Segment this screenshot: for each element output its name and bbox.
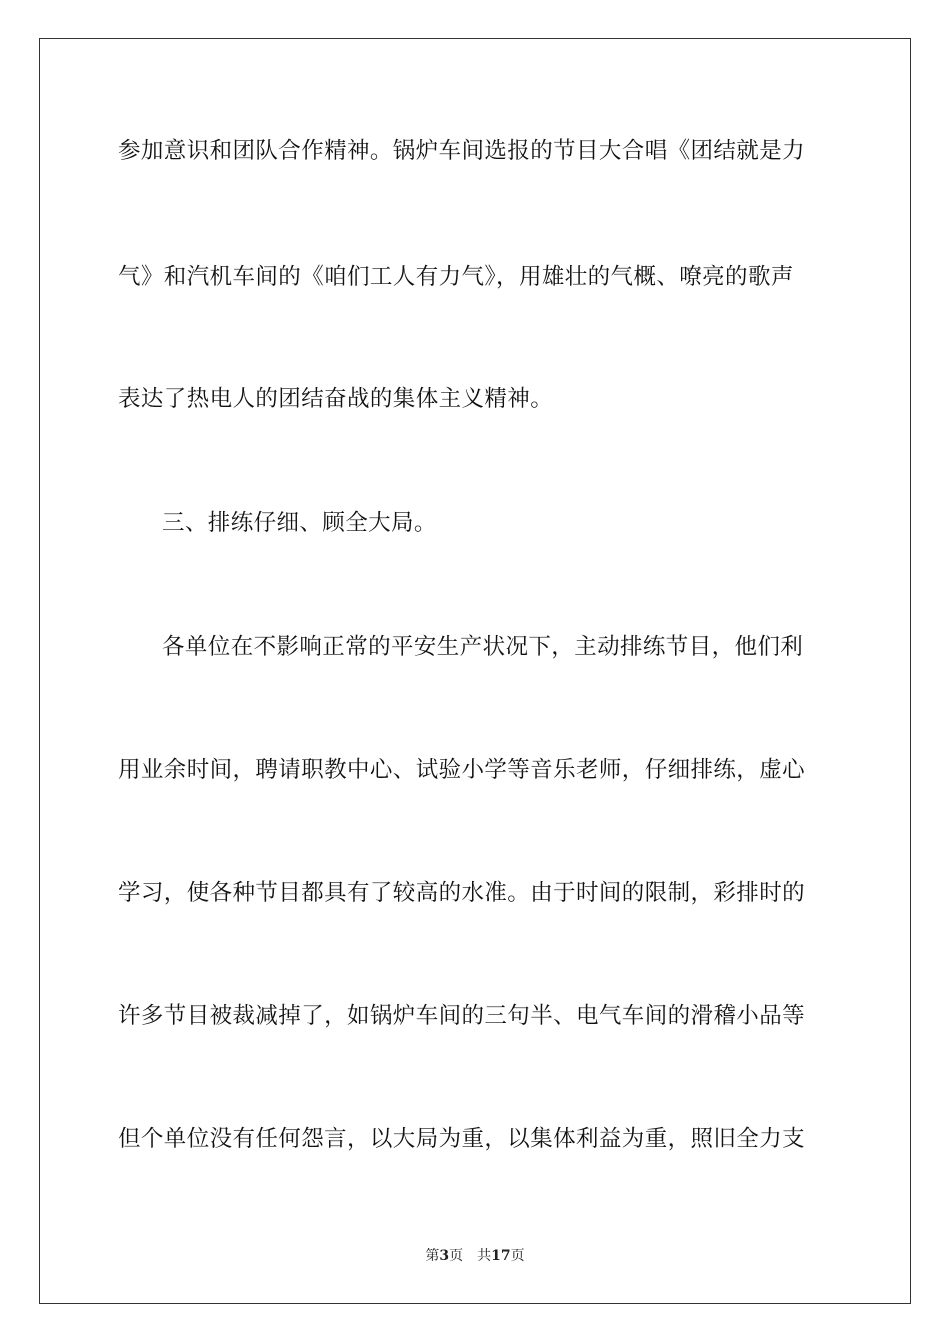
total-pages-number: 17	[491, 1248, 511, 1264]
total-prefix: 共	[477, 1248, 492, 1264]
page-footer	[0, 1245, 950, 1265]
paragraph-line: 但个单位没有任何怨言，以大局为重，以集体利益为重，照旧全力支	[118, 1126, 806, 1152]
page-border	[39, 38, 911, 1304]
page-prefix: 第	[425, 1248, 440, 1264]
paragraph-line: 学习，使各种节目都具有了较高的水准。由于时间的限制，彩排时的	[118, 880, 806, 906]
paragraph-line: 用业余时间，聘请职教中心、试验小学等音乐老师，仔细排练，虚心	[118, 757, 806, 783]
paragraph-line: 各单位在不影响正常的平安生产状况下，主动排练节目，他们利	[162, 634, 804, 660]
paragraph-line: 许多节目被裁减掉了，如锅炉车间的三句半、电气车间的滑稽小品等	[118, 1003, 806, 1029]
paragraph-line: 参加意识和团队合作精神。锅炉车间选报的节目大合唱《团结就是力	[118, 138, 806, 164]
current-page-number: 3	[439, 1248, 450, 1264]
paragraph-line: 表达了热电人的团结奋战的集体主义精神。	[118, 386, 554, 412]
page-suffix: 页	[449, 1248, 464, 1264]
section-heading: 三、排练仔细、顾全大局。	[162, 510, 437, 536]
total-suffix: 页	[510, 1248, 525, 1264]
paragraph-line: 气》和汽机车间的《咱们工人有力气》，用雄壮的气概、嘹亮的歌声	[118, 264, 794, 290]
